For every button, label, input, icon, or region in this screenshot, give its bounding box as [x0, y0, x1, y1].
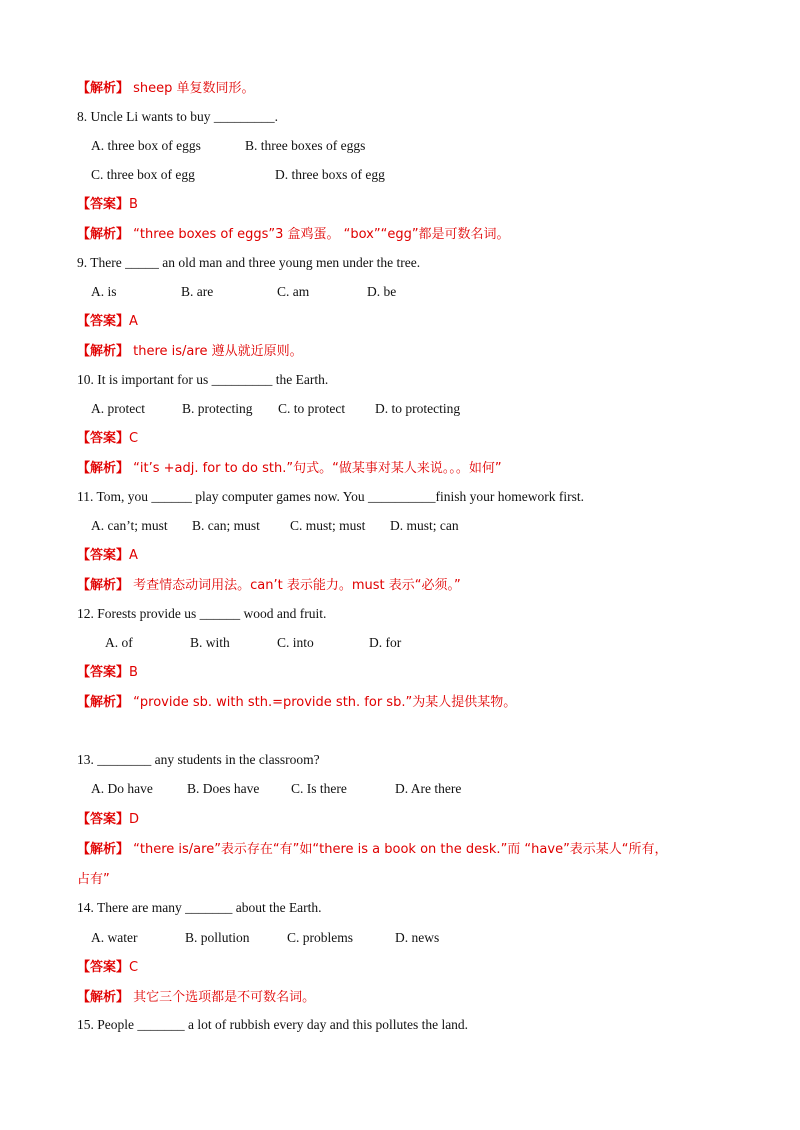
analysis-text: there is/are 遵从就近原则。 [129, 344, 303, 359]
answer-tag: 【答案】 [77, 197, 130, 212]
answer-text: A [129, 548, 138, 563]
answer-text: B [129, 197, 138, 212]
answer-text: D [129, 812, 140, 827]
option-a: A. Do have [91, 781, 153, 796]
option-d: D. be [367, 284, 397, 299]
option-b: B. are [181, 284, 214, 299]
analysis-tag: 【解析】 [77, 461, 130, 476]
option-b: B. pollution [185, 930, 250, 945]
option-c: C. to protect [278, 401, 346, 416]
option-c: C. problems [287, 930, 353, 945]
analysis-text: 考查情态动词用法。can’t 表示能力。must 表示“必须。” [129, 578, 461, 593]
analysis-line [77, 840, 668, 859]
option-c: C. must; must [290, 518, 366, 533]
analysis-line [77, 693, 516, 712]
answer-tag: 【答案】 [77, 548, 130, 563]
option-a: A. three box of eggs [91, 138, 201, 153]
option-b: B. Does have [187, 781, 260, 796]
analysis-tag: 【解析】 [77, 842, 130, 857]
option-d: D. Are there [395, 781, 462, 796]
analysis-line [77, 342, 303, 361]
answer-text: C [129, 431, 139, 446]
option-c: C. am [277, 284, 310, 299]
option-c: C. three box of egg [91, 167, 195, 182]
analysis-text: 其它三个选项都是不可数名词。 [129, 990, 316, 1005]
question-10: 10. It is important for us _________ the Earth. [77, 372, 329, 387]
analysis-tag: 【解析】 [77, 578, 130, 593]
analysis-line [77, 225, 510, 244]
question-8: 8. Uncle Li wants to buy _________. [77, 109, 278, 124]
option-c: C. into [277, 635, 314, 650]
option-c: C. Is there [291, 781, 347, 796]
option-a: A. can’t; must [91, 518, 168, 533]
analysis-tag: 【解析】 [77, 990, 130, 1005]
analysis-text: sheep 单复数同形。 [129, 81, 255, 96]
answer-line [77, 958, 138, 977]
option-b: B. can; must [192, 518, 260, 533]
answer-tag: 【答案】 [77, 431, 130, 446]
question-12: 12. Forests provide us ______ wood and fruit. [77, 606, 327, 621]
answer-tag: 【答案】 [77, 812, 130, 827]
option-b: B. protecting [182, 401, 253, 416]
option-d: D. news [395, 930, 440, 945]
option-a: A. water [91, 930, 138, 945]
analysis-line [77, 988, 315, 1007]
answer-line [77, 546, 138, 565]
answer-line [77, 429, 138, 448]
option-b: B. three boxes of eggs [245, 138, 366, 153]
question-9: 9. There _____ an old man and three young men under the tree. [77, 255, 421, 270]
analysis-line [77, 576, 461, 595]
question-14: 14. There are many _______ about the Earth. [77, 900, 322, 915]
analysis-tag: 【解析】 [77, 695, 130, 710]
analysis-continuation [77, 870, 110, 889]
question-15: 15. People _______ a lot of rubbish every day and this pollutes the land. [77, 1017, 469, 1032]
answer-text: B [129, 665, 138, 680]
analysis-tag: 【解析】 [77, 81, 130, 96]
option-b: B. with [190, 635, 230, 650]
option-a: A. protect [91, 401, 145, 416]
option-d: D. for [369, 635, 402, 650]
answer-tag: 【答案】 [77, 665, 130, 680]
analysis-text: “it’s +adj. for to do sth.”句式。“做某事对某人来说。。。如何” [129, 461, 502, 476]
option-d: D. to protecting [375, 401, 461, 416]
answer-line [77, 663, 138, 682]
answer-line [77, 312, 138, 331]
analysis-text: “there is/are”表示存在“有”如“there is a book on the desk.”而 “have”表示某人“所有， [129, 842, 668, 857]
analysis-text: “three boxes of eggs”3 盒鸡蛋。 “box”“egg”都是可数名词。 [129, 227, 510, 242]
question-13: 13. ________ any students in the classroom? [77, 752, 320, 767]
answer-line [77, 195, 138, 214]
answer-tag: 【答案】 [77, 960, 130, 975]
option-a: A. is [91, 284, 117, 299]
answer-text: C [129, 960, 139, 975]
answer-line [77, 810, 139, 829]
analysis-tag: 【解析】 [77, 344, 130, 359]
option-d: D. must; can [390, 518, 459, 533]
answer-text: A [129, 314, 138, 329]
analysis-tag: 【解析】 [77, 227, 130, 242]
question-11: 11. Tom, you ______ play computer games now. You __________finish your homework first. [77, 489, 585, 504]
answer-tag: 【答案】 [77, 314, 130, 329]
analysis-text: 占有” [77, 872, 110, 887]
option-d: D. three boxs of egg [275, 167, 385, 182]
analysis-line [77, 79, 255, 98]
analysis-line [77, 459, 502, 478]
option-a: A. of [105, 635, 133, 650]
analysis-text: “provide sb. with sth.=provide sth. for sb.”为某人提供某物。 [129, 695, 517, 710]
